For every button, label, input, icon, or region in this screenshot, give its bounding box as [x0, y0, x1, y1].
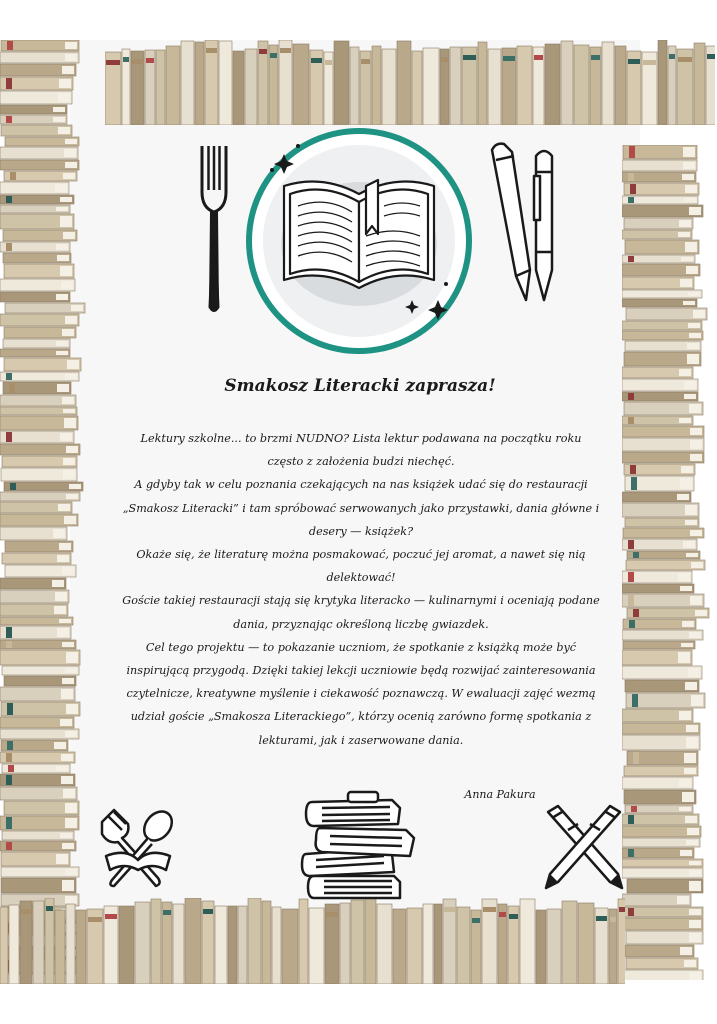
book-spine [627, 879, 703, 893]
book-spine [156, 50, 165, 125]
book-spine [624, 402, 703, 415]
book-spine [471, 910, 481, 984]
author-signature: Anna Pakura [464, 788, 536, 801]
book-spine [0, 590, 69, 603]
book-spine [0, 626, 71, 639]
book-spine [0, 105, 67, 114]
book-spine [547, 909, 561, 984]
book-spine [622, 584, 694, 593]
book-spine [622, 416, 693, 425]
book-spine [324, 52, 333, 125]
book-spine [4, 676, 76, 686]
book-spine [622, 367, 693, 378]
book-spine [536, 910, 546, 984]
book-spine [219, 41, 232, 125]
book-spine [622, 907, 703, 917]
book-spine [20, 901, 32, 984]
book-spine [622, 321, 702, 330]
book-spine [181, 41, 194, 125]
book-spine [151, 899, 161, 984]
book-spine [622, 666, 702, 679]
book-spine [1, 867, 79, 877]
book-spine [623, 641, 695, 649]
book-spine [350, 47, 359, 125]
book-spine [0, 205, 70, 213]
book-spine [0, 640, 76, 649]
book-spine [626, 308, 707, 320]
book-spine [1, 702, 80, 716]
book-spine [502, 48, 516, 125]
book-spine [0, 64, 76, 76]
book-spine [677, 49, 693, 125]
book-spine [2, 666, 79, 675]
book-spine [310, 50, 323, 125]
book-stack-icon [296, 790, 422, 902]
book-spine [668, 46, 676, 125]
book-spine [624, 218, 693, 229]
book-spine [498, 904, 507, 984]
open-book-plate-icon [242, 124, 476, 358]
book-spine [377, 904, 392, 984]
book-spine [622, 630, 703, 640]
book-spine [626, 560, 705, 570]
book-spine [623, 619, 696, 629]
book-spine [0, 650, 80, 665]
book-spine [623, 145, 697, 159]
book-spine [622, 571, 692, 583]
book-spine [622, 205, 703, 217]
book-spine [517, 46, 532, 125]
book-spine [0, 444, 80, 455]
book-spine [626, 693, 705, 708]
book-spine [622, 392, 698, 401]
book-spine [624, 766, 698, 776]
book-spine [625, 805, 693, 813]
book-spine [0, 617, 73, 625]
book-spine [382, 49, 396, 125]
right-book-stack [622, 145, 710, 980]
book-spine [488, 49, 501, 125]
book-spine [0, 416, 78, 430]
book-spine [622, 331, 703, 340]
book-spine [5, 541, 73, 552]
paragraph-goal: Cel tego projektu — to pokazanie uczniom, że spotkanie z książką może być inspirującą przygodą. Dzięki takiej lekcji uczniowie będą rozwijać zainteresowania czytelnicze, kreatywne myślenie i ciekawość poznawczą. W ewaluacji zajęć wezmą udział goście „Smakosza Literackiego”, którzy ocenią zarówno formę spotkania z lekturami, jak i zaserwowane dania. [126, 640, 596, 747]
book-spine [104, 906, 118, 984]
book-spine [279, 40, 292, 125]
book-spine [258, 41, 268, 125]
book-spine [561, 41, 573, 125]
book-spine [205, 40, 218, 125]
book-spine [423, 904, 433, 984]
book-spine [135, 902, 150, 984]
book-spine [0, 372, 79, 381]
book-spine [0, 182, 69, 194]
book-spine [9, 905, 19, 984]
book-spine [0, 52, 79, 63]
book-spine [0, 195, 74, 204]
book-spine [624, 183, 699, 195]
book-spine [87, 909, 103, 984]
paragraph-critics: Goście takiej restauracji stają się krytyka literacko — kulinarnymi i oceniają podane dania, przyznając określoną liczbę gwiazdek. [122, 594, 600, 631]
book-spine [622, 848, 694, 858]
book-spine [0, 752, 75, 763]
book-spine [0, 717, 74, 728]
book-spine [622, 264, 700, 276]
book-spine [622, 277, 694, 289]
poster-title: Smakosz Literacki zaprasza! [224, 376, 496, 396]
book-spine [309, 908, 324, 984]
poster-body [122, 427, 600, 752]
book-spine [131, 51, 144, 125]
book-spine [0, 527, 67, 540]
book-spine [627, 51, 641, 125]
left-book-stack [0, 40, 86, 975]
book-spine [0, 687, 75, 701]
book-spine [622, 503, 699, 517]
book-spine [0, 514, 78, 526]
book-spine [627, 551, 700, 559]
book-spine [622, 255, 695, 263]
book-spine [622, 290, 702, 298]
book-spine [0, 492, 80, 501]
book-spine [520, 899, 535, 984]
book-spine [508, 906, 519, 984]
book-spine [622, 777, 693, 789]
book-spine [625, 341, 701, 351]
book-spine [372, 46, 381, 125]
top-book-row [105, 40, 715, 125]
book-spine [397, 41, 411, 125]
book-spine [622, 868, 703, 878]
book-spine [423, 48, 439, 125]
book-spine [625, 945, 694, 957]
book-spine [4, 801, 79, 815]
book-spine [622, 650, 692, 665]
book-spine [625, 240, 699, 254]
book-spine [299, 899, 308, 984]
book-spine [624, 918, 703, 930]
book-spine [2, 831, 74, 840]
book-spine [334, 41, 349, 125]
book-spine [622, 299, 697, 307]
book-spine [293, 44, 309, 125]
book-spine [4, 327, 76, 338]
book-spine [658, 40, 667, 125]
book-spine [462, 47, 477, 125]
book-spine [0, 77, 73, 90]
book-spine [145, 50, 155, 125]
book-spine [76, 910, 86, 984]
book-spine [533, 47, 544, 125]
book-spine [45, 898, 54, 984]
book-spine [482, 899, 497, 984]
book-spine [602, 42, 614, 125]
book-spine [694, 43, 705, 125]
book-spine [625, 518, 699, 527]
book-spine [706, 46, 715, 125]
book-spine [0, 907, 8, 984]
book-spine [622, 894, 691, 906]
book-spine [245, 49, 257, 125]
book-spine [1, 468, 77, 481]
book-spine [595, 908, 608, 984]
book-spine [434, 904, 442, 984]
book-spine [1, 740, 68, 751]
book-spine [622, 539, 697, 550]
book-spine [248, 898, 261, 984]
book-spine [2, 764, 70, 773]
book-spine [0, 816, 79, 830]
book-spine [173, 904, 184, 984]
book-spine [238, 906, 247, 984]
book-spine [622, 838, 700, 847]
book-spine [2, 553, 71, 564]
book-spine [642, 52, 657, 125]
bottom-book-row [0, 898, 625, 984]
book-spine [5, 565, 76, 577]
book-spine [622, 859, 703, 867]
book-spine [622, 426, 704, 437]
book-spine [282, 909, 298, 984]
book-spine [33, 901, 44, 984]
book-spine [3, 230, 77, 241]
book-spine [622, 230, 692, 239]
paragraph-restaurant: A gdyby tak w celu poznania czekających na nas książek udać się do restauracji „Smakosz Literacki” i tam spróbować serwowanych jako przystawki, dania główne i desery — książek? [122, 478, 600, 538]
book-spine [4, 264, 74, 278]
book-spine [609, 909, 617, 984]
book-spine [622, 594, 704, 607]
book-spine [215, 906, 227, 984]
book-spine [478, 42, 487, 125]
book-spine [0, 147, 78, 159]
book-spine [351, 900, 364, 984]
book-spine [0, 431, 74, 443]
book-spine [4, 482, 83, 491]
book-spine [0, 214, 74, 229]
book-spine [55, 910, 65, 984]
book-spine [0, 502, 72, 513]
crossed-cutlery-icon [92, 804, 182, 894]
book-spine [626, 958, 698, 969]
book-spine [562, 901, 577, 984]
book-spine [393, 909, 406, 984]
book-spine [3, 382, 71, 394]
book-spine [574, 45, 589, 125]
book-spine [622, 735, 700, 750]
book-spine [622, 492, 691, 502]
book-spine [590, 47, 601, 125]
fork-icon [196, 142, 232, 317]
book-spine [407, 908, 422, 984]
book-spine [5, 137, 79, 146]
book-spine [622, 379, 698, 391]
book-spine [625, 476, 694, 491]
book-spine [365, 898, 376, 984]
book-spine [0, 160, 79, 170]
book-spine [0, 787, 77, 800]
book-spine [233, 51, 244, 125]
book-spine [166, 46, 180, 125]
book-spine [228, 906, 237, 984]
book-spine [622, 826, 701, 837]
book-spine [1, 125, 72, 136]
crossed-pens-icon [538, 804, 630, 892]
book-spine [4, 358, 81, 371]
book-spine [0, 314, 79, 326]
book-spine [5, 303, 85, 313]
book-spine [3, 339, 70, 348]
book-spine [624, 352, 701, 366]
book-spine [0, 407, 77, 415]
book-spine [272, 907, 281, 984]
book-spine [0, 841, 76, 851]
book-spine [443, 899, 456, 984]
book-spine [457, 907, 470, 984]
book-spine [622, 438, 704, 451]
book-spine [0, 774, 75, 786]
book-spine [623, 528, 704, 538]
book-spine [622, 160, 697, 171]
book-spine [0, 242, 70, 252]
book-spine [202, 901, 214, 984]
book-spine [622, 970, 703, 980]
book-spine [624, 790, 696, 804]
book-spine [0, 115, 67, 124]
book-spine [622, 709, 693, 722]
book-spine [262, 901, 271, 984]
book-spine [0, 604, 68, 616]
book-spine [2, 456, 77, 467]
book-spine [622, 172, 696, 182]
book-spine [1, 878, 76, 893]
book-spine [622, 452, 704, 463]
paragraph-intro: Lektury szkolne... to brzmi NUDNO? Lista lektur podawana na początku roku często z założenia budzi niechęć. [140, 432, 582, 469]
book-spine [0, 91, 72, 104]
book-spine [66, 904, 75, 984]
book-spine [4, 171, 77, 181]
book-spine [360, 51, 371, 125]
book-spine [119, 906, 134, 984]
pencil-pen-icon [486, 140, 566, 305]
book-spine [0, 279, 75, 291]
book-spine [450, 47, 461, 125]
book-spine [0, 349, 70, 357]
book-spine [622, 723, 700, 734]
book-spine [412, 51, 422, 125]
book-spine [185, 898, 201, 984]
book-spine [627, 751, 698, 765]
book-spine [1, 40, 79, 51]
book-spine [0, 395, 76, 406]
book-spine [0, 578, 66, 589]
book-spine [625, 680, 699, 692]
paragraph-taste: Okaże się, że literaturę można posmakować, poczuć jej aromat, a nawet się nią delektować! [136, 548, 586, 585]
book-spine [3, 253, 71, 263]
book-spine [545, 44, 560, 125]
book-spine [440, 49, 449, 125]
book-spine [618, 899, 625, 984]
book-spine [626, 931, 703, 944]
book-spine [0, 292, 70, 302]
book-spine [1, 852, 70, 866]
book-spine [615, 46, 626, 125]
book-spine [624, 464, 695, 475]
book-spine [122, 49, 130, 125]
book-spine [622, 814, 699, 825]
book-spine [578, 903, 594, 984]
book-spine [627, 608, 709, 618]
book-spine [0, 729, 79, 739]
book-spine [162, 902, 172, 984]
book-spine [269, 45, 278, 125]
book-spine [195, 42, 204, 125]
book-spine [622, 196, 698, 204]
book-spine [105, 52, 121, 125]
book-spine [325, 904, 339, 984]
book-spine [340, 903, 350, 984]
